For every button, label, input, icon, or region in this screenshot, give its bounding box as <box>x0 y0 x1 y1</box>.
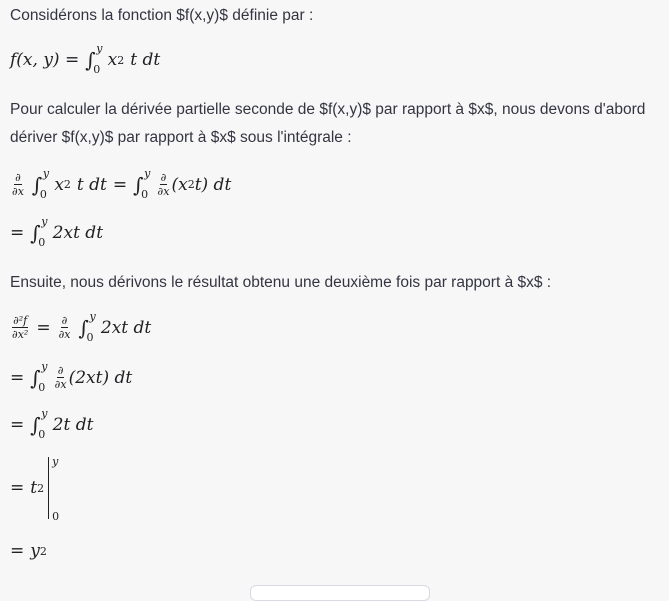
integral-sign: ∫ y 0 <box>30 215 48 249</box>
integral-sign: ∫ y 0 <box>85 42 103 76</box>
equation-integral-2t: = ∫ y 0 2t dt <box>10 407 94 441</box>
equation-first-derivative-result: = ∫ y 0 2xt dt <box>10 215 104 249</box>
paragraph-step2: Ensuite, nous dérivons le résultat obtenu une deuxième fois par rapport à $x$ : <box>10 274 552 291</box>
integral-sign: ∫ y 0 <box>78 309 96 344</box>
equation-evaluation: = t 2 y 0 <box>10 455 60 523</box>
evaluation-bar: y 0 <box>46 457 60 519</box>
integral-sign: ∫ y 0 <box>133 166 151 201</box>
equation-second-derivative: $\frac{\text{∂²f}}{\text{∂x²}}$ = $\frac{\partial}{\partial x}$ ∫ y 0 2xt dt <box>12 309 152 344</box>
equation-first-derivative: $\frac{\partial}{\partial x}$ ∫ y 0 x 2 t dt = ∫ y 0 $\frac{\partial}{\partial x}$ (x 2 t) dt <box>12 166 232 201</box>
regenerate-button[interactable] <box>250 585 430 601</box>
paragraph-step1: Pour calculer la dérivée partielle seconde de $f(x,y)$ par rapport à $x$, nous devons d'abord dériver $f(x,y)$ par rapport à $x$ sous l'intégrale : <box>10 101 646 146</box>
eq1-lhs: f(x, y) = <box>10 50 80 70</box>
integral-sign: ∫ y 0 <box>31 166 50 201</box>
equation-definition: f(x, y) = ∫ y 0 x 2 t dt <box>10 42 161 76</box>
equation-final-result: = y 2 <box>10 541 47 561</box>
integral-sign: ∫ y 0 <box>30 407 48 441</box>
paragraph-intro: Considérons la fonction $f(x,y)$ définie par : <box>10 7 314 24</box>
equation-second-derivative-step: = ∫ y 0 $\frac{\partial}{\partial x}$ (2xt) dt <box>10 359 133 394</box>
integral-sign: ∫ y 0 <box>30 359 48 394</box>
